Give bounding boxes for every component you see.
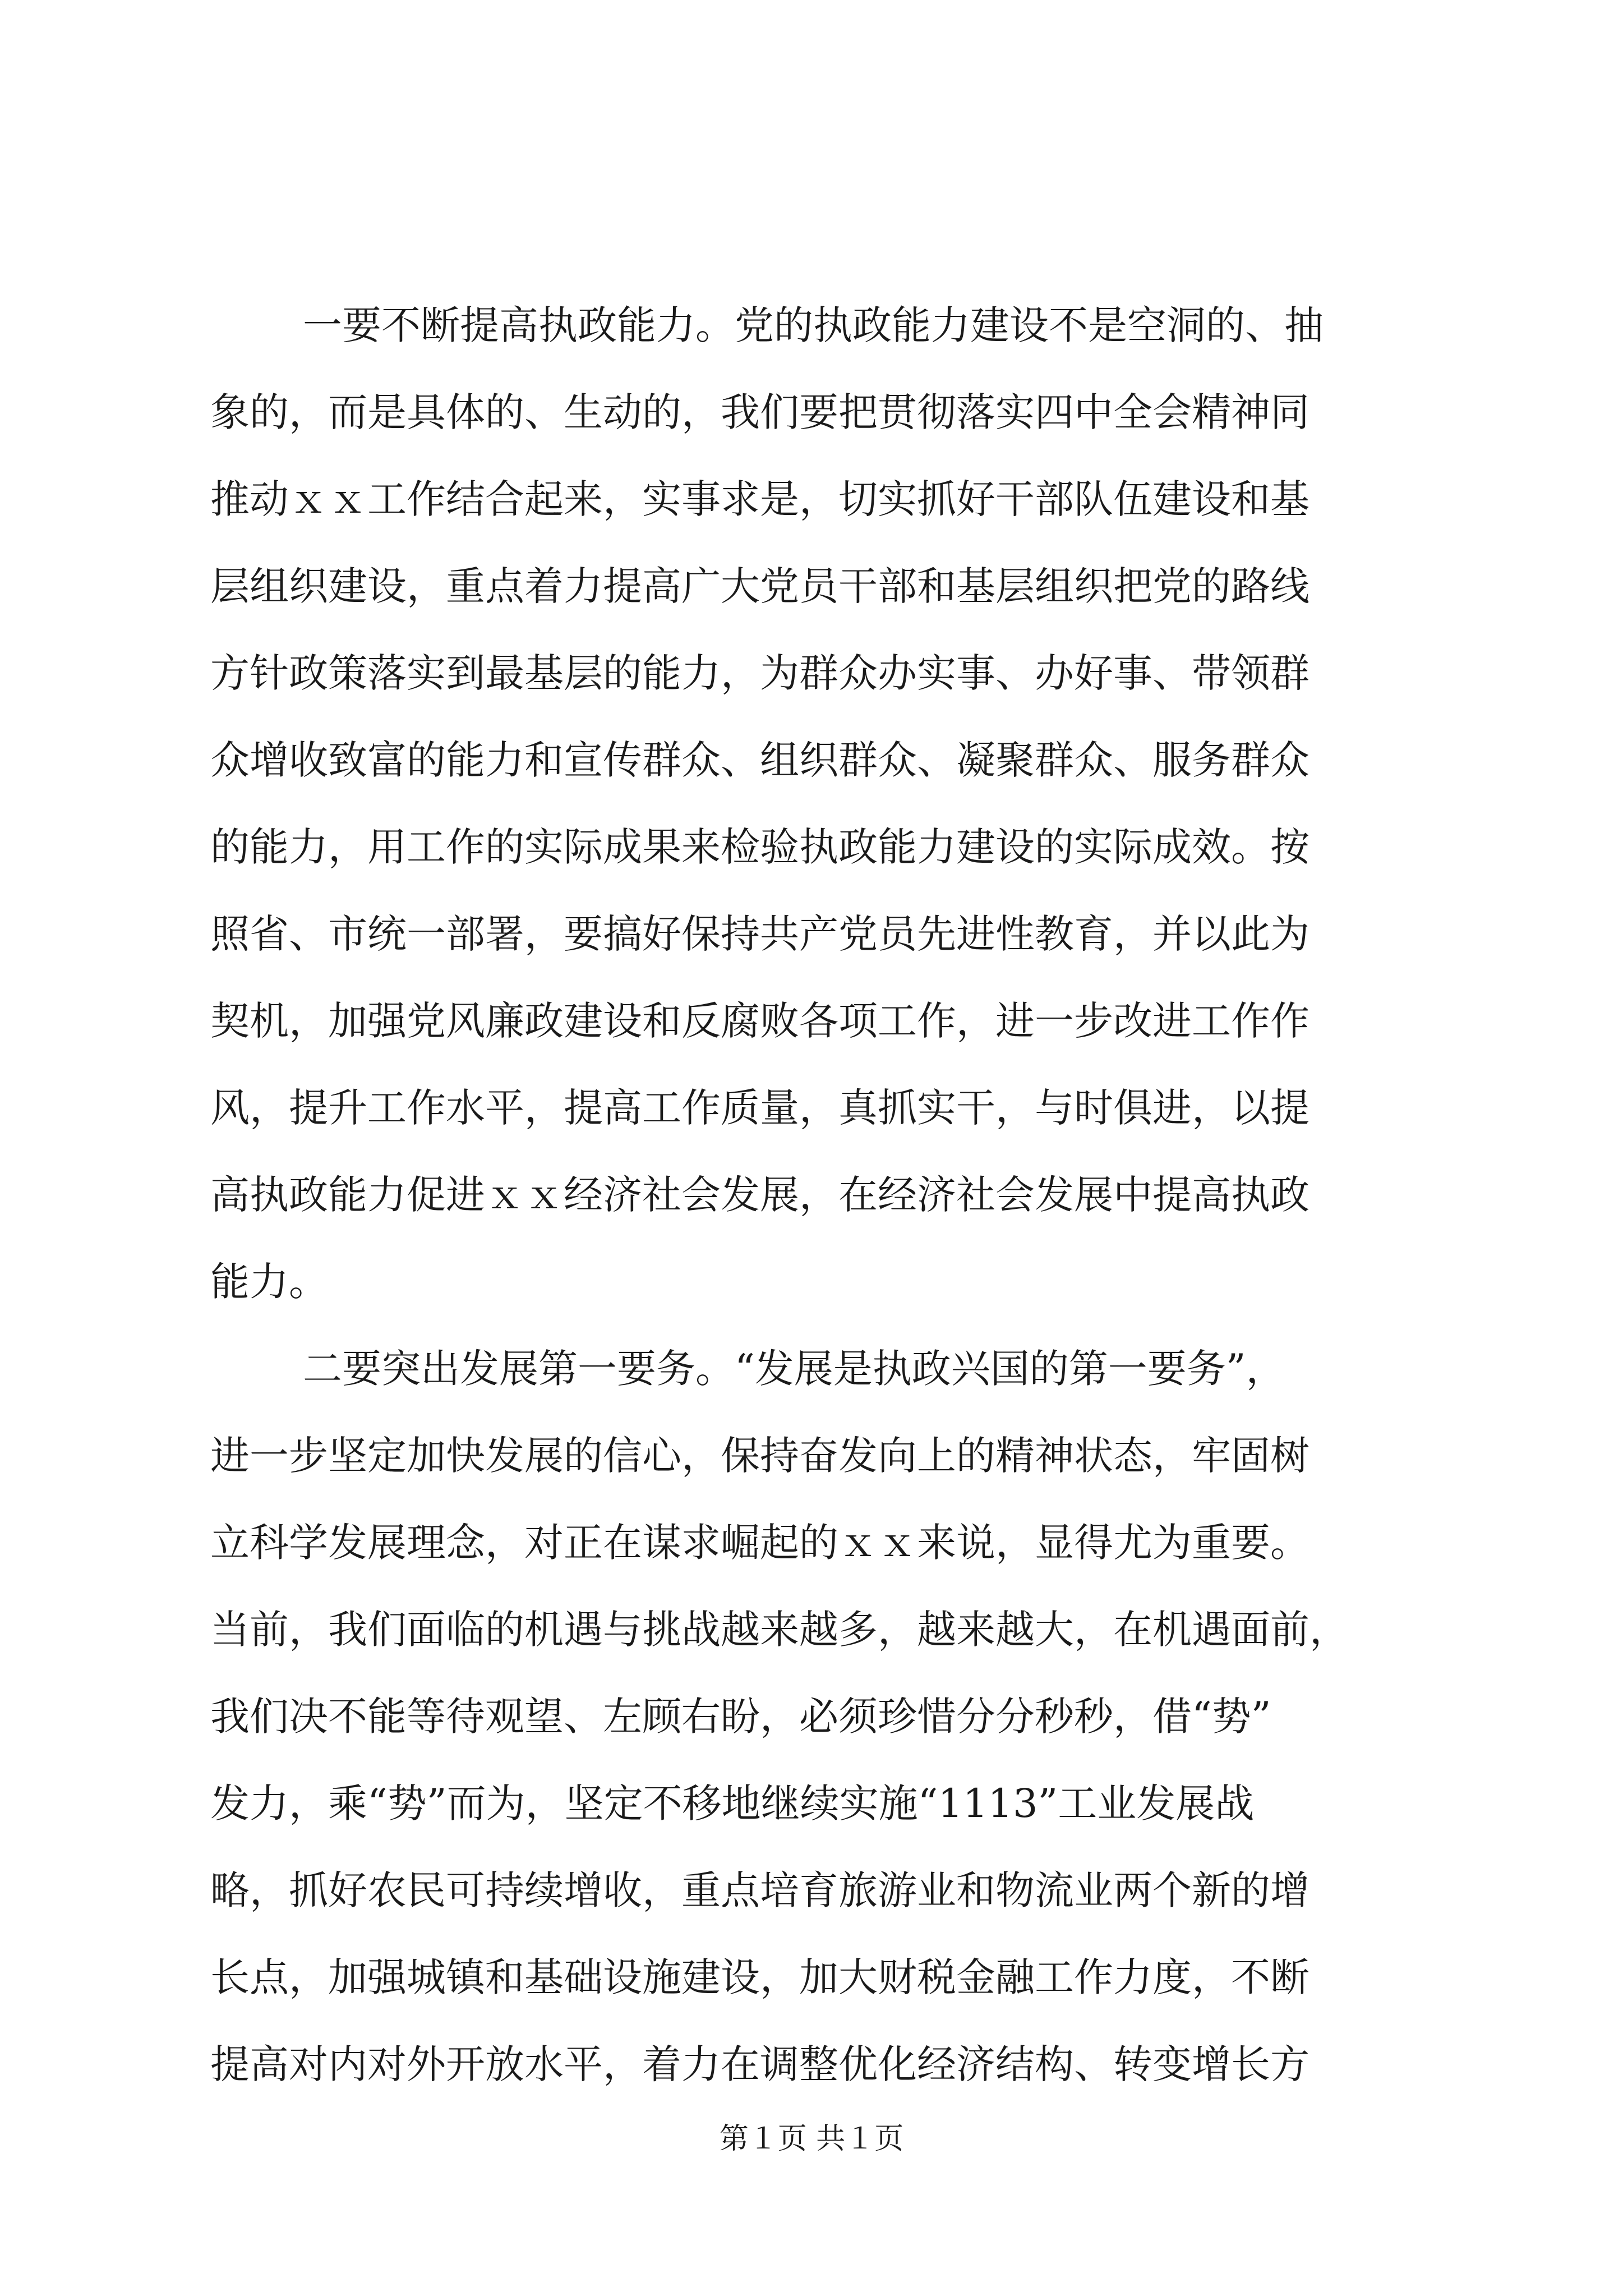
line-text: 的能力，用工作的实际成果来检验执政能力建设的实际成效。按 [210, 824, 1310, 870]
text-line [0, 1520, 1623, 1613]
line-text: 方针政策落实到最基层的能力，为群众办实事、办好事、带领群 [210, 650, 1310, 696]
text-line [0, 476, 1623, 569]
text-line [0, 1694, 1623, 1787]
text-line [0, 911, 1623, 1004]
page-footer: 第１页 共１页 [719, 2122, 904, 2156]
text-line [0, 1085, 1623, 1178]
line-text: 一要不断提高执政能力。党的执政能力建设不是空洞的、抽 [303, 302, 1324, 348]
line-text: 照省、市统一部署，要搞好保持共产党员先进性教育，并以此为 [210, 911, 1310, 957]
text-line [0, 1172, 1623, 1265]
line-text: 高执政能力促进ｘｘ经济社会发展，在经济社会发展中提高执政 [210, 1172, 1310, 1218]
line-text: 众增收致富的能力和宣传群众、组织群众、凝聚群众、服务群众 [210, 737, 1310, 783]
text-line [0, 1607, 1623, 1700]
text-line [0, 1867, 1623, 1961]
text-line [0, 1954, 1623, 2047]
text-line [0, 737, 1623, 830]
line-text: 提高对内对外开放水平，着力在调整优化经济结构、转变增长方 [210, 2041, 1310, 2087]
line-text: 进一步坚定加快发展的信心，保持奋发向上的精神状态，牢固树 [210, 1433, 1310, 1479]
text-line [0, 389, 1623, 482]
line-text: 契机，加强党风廉政建设和反腐败各项工作，进一步改进工作作 [210, 998, 1310, 1044]
line-text: 略，抓好农民可持续增收，重点培育旅游业和物流业两个新的增 [210, 1867, 1310, 1913]
line-text: 推动ｘｘ工作结合起来，实事求是，切实抓好干部队伍建设和基 [210, 476, 1310, 522]
line-text: 象的，而是具体的、生动的，我们要把贯彻落实四中全会精神同 [210, 389, 1310, 435]
text-line [0, 1259, 1623, 1352]
text-line [0, 998, 1623, 1091]
text-line [0, 824, 1623, 917]
text-line [0, 650, 1623, 743]
line-text: 立科学发展理念，对正在谋求崛起的ｘｘ来说，显得尤为重要。 [210, 1520, 1310, 1566]
line-text: 风，提升工作水平，提高工作质量，真抓实干，与时俱进，以提 [210, 1085, 1310, 1131]
line-text: 我们决不能等待观望、左顾右盼，必须珍惜分分秒秒，借“势” [210, 1694, 1271, 1740]
line-text: 层组织建设，重点着力提高广大党员干部和基层组织把党的路线 [210, 563, 1310, 609]
line-text: 二要突出发展第一要务。“发展是执政兴国的第一要务”， [303, 1346, 1285, 1392]
line-text: 能力。 [210, 1259, 328, 1305]
line-text: 当前，我们面临的机遇与挑战越来越多，越来越大，在机遇面前， [210, 1607, 1349, 1653]
text-line [0, 563, 1623, 656]
text-line [0, 1346, 1623, 1439]
line-text: 发力，乘“势”而为，坚定不移地继续实施“1113”工业发展战 [210, 1780, 1255, 1826]
text-line [0, 1433, 1623, 1526]
text-line [0, 1780, 1623, 1874]
line-text: 长点，加强城镇和基础设施建设，加大财税金融工作力度，不断 [210, 1954, 1310, 2000]
text-line [0, 302, 1623, 395]
